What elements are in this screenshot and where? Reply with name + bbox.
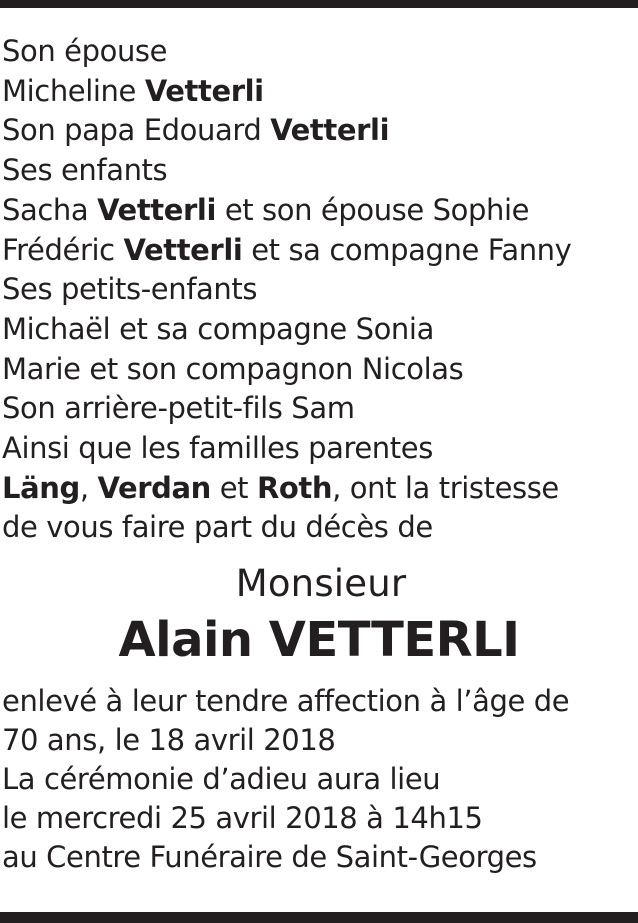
family-name: Läng xyxy=(2,470,80,505)
family-line: Ses petits-enfants xyxy=(2,272,258,307)
family-list xyxy=(0,32,638,548)
family-line: Son épouse xyxy=(2,34,168,68)
surname: Vetterli xyxy=(97,192,216,227)
family-line-text: Micheline xyxy=(2,73,145,108)
surname: Vetterli xyxy=(144,73,264,108)
deceased-name: Alain VETTERLI xyxy=(118,612,520,669)
family-line: Ainsi que les familles parentes xyxy=(2,431,433,466)
family-line: Marie et son compagnon Nicolas xyxy=(2,351,464,386)
honorific: Monsieur xyxy=(235,562,407,606)
surname: Vetterli xyxy=(123,232,243,267)
surname: Vetterli xyxy=(270,113,390,148)
family-line: Son arrière-petit-fils Sam xyxy=(2,391,355,426)
family-line xyxy=(2,72,638,112)
separator: et xyxy=(210,470,257,505)
family-line xyxy=(2,111,638,151)
details-line: La cérémonie d’adieu aura lieu xyxy=(2,762,441,797)
details-line: le mercredi 25 avril 2018 à 14h15 xyxy=(2,801,483,836)
family-line: Ses enfants xyxy=(2,153,168,188)
family-line-text: Frédéric xyxy=(2,232,124,267)
bottom-rule xyxy=(0,912,638,923)
family-line: Michaël et sa compagne Sonia xyxy=(2,311,434,346)
family-line xyxy=(2,191,638,231)
details-line: 70 ans, le 18 avril 2018 xyxy=(2,723,336,758)
family-line-text: Sacha xyxy=(2,192,98,227)
separator: , xyxy=(79,470,98,505)
family-name: Roth xyxy=(256,470,333,505)
details-line: au Centre Funéraire de Saint-Georges xyxy=(2,840,537,875)
ceremony-details xyxy=(0,682,638,877)
top-rule xyxy=(0,0,638,8)
family-line: de vous faire part du décès de xyxy=(2,510,433,545)
details-line: enlevé à leur tendre affection à l’âge de xyxy=(2,684,570,719)
family-line xyxy=(2,231,638,271)
family-line-text: et sa compagne Fanny xyxy=(242,232,572,267)
family-line xyxy=(2,469,638,509)
family-line-text: , ont la tristesse xyxy=(332,470,559,505)
family-line-text: Son papa Edouard xyxy=(2,113,271,148)
obituary-notice xyxy=(0,32,638,877)
family-line-text: et son épouse Sophie xyxy=(216,192,530,227)
deceased-heading xyxy=(0,562,638,670)
family-name: Verdan xyxy=(97,470,211,505)
